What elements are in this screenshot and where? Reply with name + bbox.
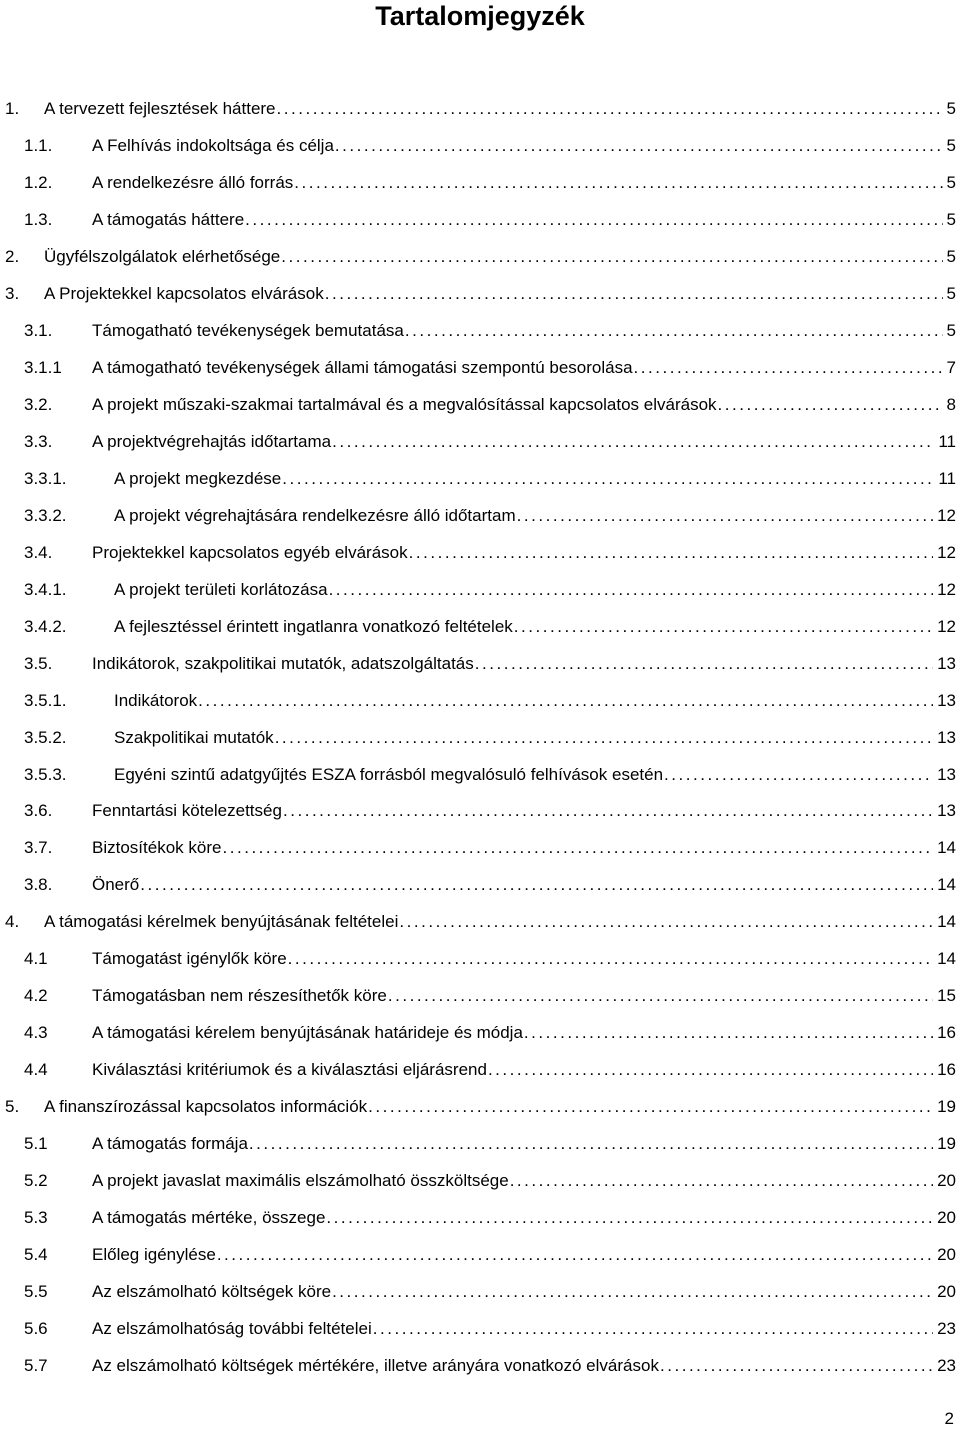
toc-entry-page: 11	[938, 468, 956, 488]
toc-entry[interactable]	[0, 356, 960, 380]
page-number: 2	[944, 1409, 954, 1428]
toc-entry-title: Az elszámolhatóság további feltételei	[92, 1319, 372, 1338]
toc-entry-title: Projektekkel kapcsolatos egyéb elvárások	[92, 542, 408, 562]
toc-entry-page: 7	[946, 357, 956, 377]
toc-dot-leader	[328, 578, 934, 602]
toc-entry[interactable]	[0, 134, 960, 158]
toc-entry-title: Egyéni szintű adatgyűjtés ESZA forrásból megvalósuló felhívások esetén	[114, 764, 664, 784]
toc-dot-leader	[334, 134, 943, 158]
toc-entry-number: 3.5.1.	[24, 690, 67, 710]
toc-entry-title: A projekt műszaki-szakmai tartalmával és a megvalósítással kapcsolatos elvárások	[92, 394, 717, 414]
toc-entry-number: 4.2	[24, 986, 48, 1006]
toc-entry-number: 3.1.	[24, 320, 53, 340]
toc-entry-number: 3.4.1.	[24, 579, 67, 599]
toc-entry[interactable]	[0, 1169, 960, 1193]
toc-entry-number: 5.3	[24, 1208, 48, 1228]
toc-entry-number: 5.4	[24, 1245, 48, 1265]
toc-dot-leader	[293, 171, 942, 195]
toc-entry-number: 3.	[5, 283, 20, 303]
toc-dot-leader	[248, 1132, 933, 1156]
toc-entry-title: A projekt megkezdése	[114, 468, 282, 488]
toc-entry-page: 5	[946, 136, 956, 155]
toc-entry-number: 3.6.	[24, 801, 53, 821]
toc-dot-leader	[331, 1280, 933, 1304]
toc-dot-leader	[216, 1243, 933, 1267]
toc-entry-page: 16	[937, 1023, 956, 1043]
toc-entry-page: 13	[937, 727, 956, 747]
toc-dot-leader	[280, 245, 942, 269]
toc-entry-page: 12	[937, 616, 956, 636]
toc-entry-title: A projekt területi korlátozása	[114, 579, 328, 599]
toc-entry-page: 13	[937, 764, 956, 784]
toc-entry-title: Az elszámolható költségek mértékére, illetve arányára vonatkozó elvárások	[92, 1356, 659, 1375]
toc-entry-number: 4.	[5, 912, 20, 932]
toc-entry-title: Támogatásban nem részesíthetők köre	[92, 986, 387, 1006]
toc-entry-number: 3.5.	[24, 653, 53, 673]
toc-dot-leader	[372, 1317, 933, 1341]
toc-entry-number: 1.1.	[24, 136, 53, 155]
toc-entry[interactable]	[0, 1021, 960, 1045]
toc-entry-title: A fejlesztéssel érintett ingatlanra vonatkozó feltételek	[114, 616, 513, 636]
toc-entry[interactable]	[0, 1132, 960, 1156]
toc-dot-leader	[509, 1169, 933, 1193]
toc-entry-title: A projektvégrehajtás időtartama	[92, 431, 332, 451]
toc-entry-number: 5.	[5, 1097, 20, 1117]
toc-entry-number: 3.5.3.	[24, 764, 67, 784]
toc-entry-page: 14	[937, 838, 956, 858]
toc-entry-number: 4.1	[24, 949, 48, 969]
toc-entry-page: 11	[938, 431, 956, 451]
toc-entry[interactable]	[0, 430, 960, 454]
toc-entry-number: 5.7	[24, 1356, 48, 1375]
toc-entry-number: 3.4.2.	[24, 616, 67, 636]
toc-entry-title: Támogatható tevékenységek bemutatása	[92, 320, 404, 340]
toc-entry-page: 5	[946, 99, 956, 118]
toc-dot-leader	[487, 1058, 933, 1082]
toc-entry-page: 5	[946, 246, 956, 266]
toc-entry-number: 3.5.2.	[24, 727, 67, 747]
toc-entry-number: 5.2	[24, 1171, 48, 1191]
toc-dot-leader	[281, 467, 934, 491]
toc-entry-number: 3.8.	[24, 875, 53, 895]
toc-entry-page: 13	[937, 690, 956, 710]
toc-entry[interactable]	[0, 578, 960, 602]
toc-entry-title: A támogatás háttere	[92, 209, 245, 229]
page-title: Tartalomjegyzék	[375, 1, 585, 31]
toc-entry[interactable]	[0, 245, 960, 269]
toc-dot-leader	[659, 1354, 933, 1378]
toc-entry-page: 14	[937, 912, 956, 932]
toc-entry-page: 23	[937, 1319, 956, 1338]
toc-entry-title: Biztosítékok köre	[92, 838, 222, 858]
toc-entry-title: Indikátorok, szakpolitikai mutatók, adatszolgáltatás	[92, 653, 474, 673]
toc-dot-leader	[633, 356, 943, 380]
toc-entry-title: Az elszámolható költségek köre	[92, 1282, 332, 1301]
toc-entry[interactable]	[0, 689, 960, 713]
toc-entry[interactable]	[0, 652, 960, 676]
toc-entry-title: Szakpolitikai mutatók	[114, 727, 274, 747]
toc-dot-leader	[367, 1095, 933, 1119]
toc-dot-leader	[139, 873, 933, 897]
toc-entry-number: 5.1	[24, 1134, 48, 1154]
toc-dot-leader	[663, 763, 933, 787]
toc-entry[interactable]	[0, 615, 960, 639]
toc-entry-page: 19	[937, 1134, 956, 1154]
toc-entry-page: 15	[937, 986, 956, 1006]
toc-dot-leader	[523, 1021, 933, 1045]
toc-entry-title: A támogatás mértéke, összege	[92, 1208, 326, 1228]
toc-entry-number: 4.3	[24, 1023, 48, 1043]
toc-dot-leader	[516, 504, 933, 528]
toc-entry-number: 3.1.1	[24, 357, 62, 377]
toc-dot-leader	[387, 984, 933, 1008]
toc-entry-page: 8	[946, 394, 956, 414]
toc-entry[interactable]	[0, 467, 960, 491]
toc-entry-title: A finanszírozással kapcsolatos információk	[44, 1097, 368, 1117]
toc-entry[interactable]	[0, 282, 960, 306]
toc-dot-leader	[325, 1206, 933, 1230]
toc-dot-leader	[244, 208, 942, 232]
toc-entry-page: 20	[937, 1245, 956, 1265]
toc-entry-title: A Felhívás indokoltsága és célja	[92, 136, 334, 155]
toc-entry[interactable]	[0, 763, 960, 787]
toc-entry-page: 13	[937, 653, 956, 673]
toc-entry[interactable]	[0, 97, 960, 121]
toc-entry-page: 16	[937, 1060, 956, 1080]
toc-entry-title: A projekt javaslat maximális elszámolható összköltsége	[92, 1171, 509, 1191]
toc-dot-leader	[276, 97, 943, 121]
toc-entry[interactable]	[0, 1095, 960, 1119]
toc-dot-leader	[221, 836, 933, 860]
toc-entry[interactable]	[0, 504, 960, 528]
toc-entry-number: 5.6	[24, 1319, 48, 1338]
toc-entry-page: 5	[946, 209, 956, 229]
toc-entry[interactable]	[0, 1243, 960, 1267]
toc-entry[interactable]	[0, 910, 960, 934]
toc-entry-page: 5	[946, 172, 956, 192]
toc-entry-title: A támogatható tevékenységek állami támogatási szempontú besorolása	[92, 357, 633, 377]
toc-entry[interactable]	[0, 799, 960, 823]
toc-entry-title: Ügyfélszolgálatok elérhetősége	[44, 246, 281, 266]
toc-entry[interactable]	[0, 984, 960, 1008]
toc-entry-title: Előleg igénylése	[92, 1245, 216, 1265]
toc-entry-number: 1.2.	[24, 172, 53, 192]
toc-entry[interactable]	[0, 1317, 960, 1341]
toc-dot-leader	[197, 689, 933, 713]
toc-entry-page: 14	[937, 875, 956, 895]
toc-dot-leader	[274, 726, 933, 750]
toc-entry-number: 3.2.	[24, 394, 53, 414]
toc-entry-page: 20	[937, 1282, 956, 1301]
toc-entry[interactable]	[0, 873, 960, 897]
toc-entry-title: Támogatást igénylők köre	[92, 949, 287, 969]
toc-dot-leader	[287, 947, 933, 971]
toc-entry-page: 13	[937, 801, 956, 821]
toc-entry-number: 3.7.	[24, 838, 53, 858]
toc-entry-title: A tervezett fejlesztések háttere	[44, 99, 276, 118]
toc-entry-title: A Projektekkel kapcsolatos elvárások	[44, 283, 324, 303]
toc-entry-title: Önerő	[92, 875, 140, 895]
toc-entry-title: A támogatási kérelem benyújtásának határideje és módja	[92, 1023, 523, 1043]
toc-entry[interactable]	[0, 726, 960, 750]
toc-dot-leader	[331, 430, 934, 454]
toc-entry-page: 20	[937, 1171, 956, 1191]
toc-entry-page: 14	[937, 949, 956, 969]
toc-entry-number: 3.3.2.	[24, 505, 67, 525]
toc-entry[interactable]	[0, 1058, 960, 1082]
toc-entry[interactable]	[0, 947, 960, 971]
toc-entry-title: A projekt végrehajtására rendelkezésre álló időtartam	[114, 505, 516, 525]
toc-entry-number: 5.5	[24, 1282, 48, 1301]
toc-dot-leader	[324, 282, 943, 306]
toc-dot-leader	[717, 393, 943, 417]
toc-entry-page: 20	[937, 1208, 956, 1228]
toc-entry[interactable]	[0, 836, 960, 860]
toc-dot-leader	[398, 910, 933, 934]
toc-entry-number: 3.4.	[24, 542, 53, 562]
toc-dot-leader	[282, 799, 933, 823]
toc-entry-number: 3.3.1.	[24, 468, 67, 488]
toc-entry-number: 1.3.	[24, 209, 53, 229]
toc-entry[interactable]	[0, 171, 960, 195]
toc-dot-leader	[474, 652, 933, 676]
toc-entry-page: 12	[937, 579, 956, 599]
toc-dot-leader	[404, 319, 943, 343]
toc-entry-title: A támogatási kérelmek benyújtásának feltételei	[44, 912, 399, 932]
toc-entry-number: 4.4	[24, 1060, 48, 1080]
toc-entry-title: A rendelkezésre álló forrás	[92, 172, 294, 192]
toc-entry-page: 19	[937, 1097, 956, 1117]
toc-entry-page: 5	[946, 320, 956, 340]
toc-dot-leader	[513, 615, 933, 639]
toc-entry[interactable]	[0, 319, 960, 343]
toc-entry-number: 3.3.	[24, 431, 53, 451]
toc-entry-title: A támogatás formája	[92, 1134, 248, 1154]
toc-entry[interactable]	[0, 1354, 960, 1378]
toc-entry-page: 12	[937, 505, 956, 525]
toc-entry-title: Fenntartási kötelezettség	[92, 801, 282, 821]
toc-entry[interactable]	[0, 208, 960, 232]
toc-dot-leader	[408, 541, 933, 565]
toc-entry[interactable]	[0, 1206, 960, 1230]
toc-entry-title: Indikátorok	[114, 690, 198, 710]
toc-entry[interactable]	[0, 1280, 960, 1304]
toc-entry[interactable]	[0, 393, 960, 417]
toc-entry-page: 5	[946, 283, 956, 303]
toc-entry-number: 1.	[5, 99, 20, 118]
toc-entry[interactable]	[0, 541, 960, 565]
toc-entry-number: 2.	[5, 246, 20, 266]
toc-entry-page: 12	[937, 542, 956, 562]
toc-entry-title: Kiválasztási kritériumok és a kiválasztási eljárásrend	[92, 1060, 487, 1080]
toc-entry-page: 23	[937, 1356, 956, 1375]
